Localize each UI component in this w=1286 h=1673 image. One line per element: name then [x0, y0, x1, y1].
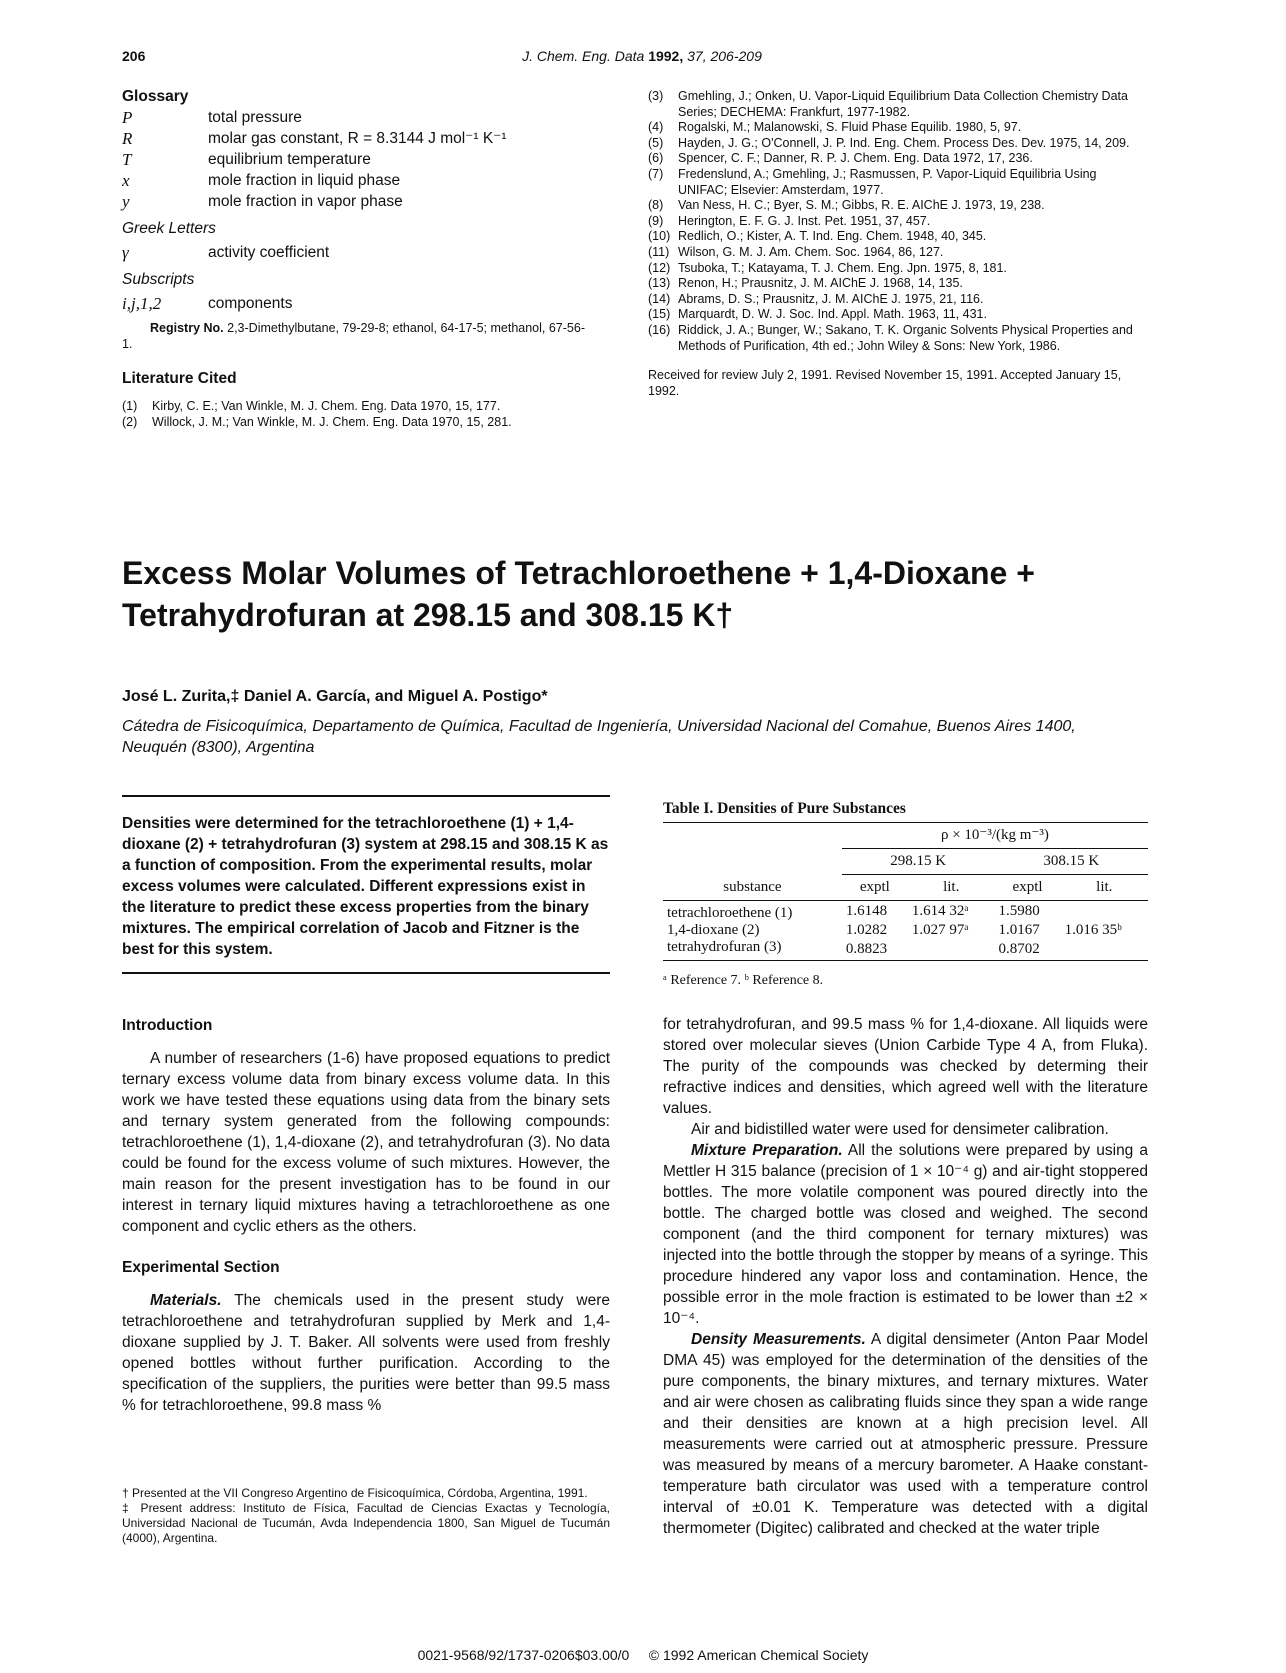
- reference-text: Kirby, C. E.; Van Winkle, M. J. Chem. Eng. Data 1970, 15, 177.: [152, 399, 501, 413]
- reference-number: (7): [648, 166, 664, 181]
- registry-text: 2,3-Dimethylbutane, 79-29-8; ethanol, 64-17-5; methanol, 67-56-1.: [122, 321, 585, 351]
- table-cell: [1061, 900, 1148, 922]
- reference-number: (5): [648, 135, 664, 150]
- reference-text: Spencer, C. F.; Danner, R. P. J. Chem. Eng. Data 1972, 17, 236.: [678, 151, 1033, 166]
- reference-item: [122, 415, 592, 431]
- reference-text: Willock, J. M.; Van Winkle, M. J. Chem. Eng. Data 1970, 15, 281.: [152, 414, 512, 429]
- footnote-presented: † Presented at the VII Congreso Argentino de Fisicoquímica, Córdoba, Argentina, 1991.: [122, 1486, 588, 1500]
- table-cell: 1.6148: [845, 902, 888, 919]
- glossary-item: [122, 242, 592, 263]
- reference-item: [648, 229, 1148, 245]
- reference-text: Riddick, J. A.; Bunger, W.; Sakano, T. K. Organic Solvents Physical Properties and Methods of Purification, 4th ed.; John Wiley & Sons: New York, 1986.: [678, 322, 1133, 353]
- table-cell: 0.8702: [998, 940, 1040, 957]
- reference-text: Gmehling, J.; Onken, U. Vapor-Liquid Equilibrium Data Collection Chemistry Data Series; DECHEMA: Frankfurt, 1977-1982.: [678, 89, 1128, 119]
- page-number: 206: [122, 48, 146, 64]
- reference-text: Hayden, J. G.; O'Connell, J. P. Ind. Eng. Chem. Process Des. Dev. 1975, 14, 209.: [678, 135, 1130, 150]
- reference-text: Herington, E. F. G. J. Inst. Pet. 1951, 37, 457.: [678, 213, 931, 228]
- right-body-column: [663, 1014, 1148, 1539]
- reference-number: (13): [648, 276, 671, 291]
- table-col-substance: substance: [723, 878, 782, 895]
- density-text: A digital densimeter (Anton Paar Model DMA 45) was employed for the determination of the densities of the pure components, the binary mixtures, and ternary mixtures. Water and air were chosen as calibrating fluids since they span a wide range and their densities are known at a high precision level. All measurements were carried out at atmospheric pressure. Pressure was measured by means of a mercury barometer. A Haake constant-temperature bath circulator was used with a temperature control interval of ±0.01 K. Temperature was detected with a digital thermometer (Digitec) calibrated and checked at the water triple: [663, 1331, 1148, 1537]
- glossary-symbol: T: [122, 150, 132, 169]
- table-temp-header: 298.15 K: [842, 849, 995, 875]
- reference-number: (15): [648, 307, 671, 322]
- materials-label: Materials.: [150, 1292, 222, 1309]
- reference-item: [648, 136, 1148, 152]
- footnote-address: ‡ Present address: Instituto de Física, Facultad de Ciencias Exactas y Tecnología, Universidad Nacional de Tucumán, Avda Independencia 1800, San Miguel de Tucumán (4000), Argentina.: [122, 1501, 610, 1545]
- table-cell: 1.016 35ᵇ: [1064, 921, 1122, 938]
- purity-paragraph: for tetrahydrofuran, and 99.5 mass % for 1,4-dioxane. All liquids were stored over molecular sieves (Union Carbide Type 4 A, from Fluka). The purity of the compounds was checked by determing their refractive indices and densities, which agreed well with the literature values.: [663, 1016, 1148, 1117]
- glossary-text: components: [208, 295, 293, 312]
- reference-number: (8): [648, 198, 664, 213]
- table-cell: [908, 939, 995, 961]
- reference-text: Redlich, O.; Kister, A. T. Ind. Eng. Chem. 1948, 40, 345.: [678, 229, 987, 244]
- reference-number: (14): [648, 291, 671, 306]
- data-table: [663, 827, 1148, 961]
- reference-number: (10): [648, 229, 671, 244]
- reference-number: (3): [648, 89, 664, 103]
- article-affiliation: Cátedra de Fisicoquímica, Departamento de Química, Facultad de Ingeniería, Universidad Nacional del Comahue, Buenos Aires 1400, Neuquén (8300), Argentina: [122, 718, 1076, 756]
- glossary-text: total pressure: [208, 109, 302, 126]
- footnotes: [122, 1486, 610, 1546]
- table-densities: [663, 822, 1148, 989]
- glossary-item: [122, 128, 592, 149]
- table-cell: [1061, 939, 1148, 961]
- table-cell: 1,4-dioxane (2): [667, 921, 760, 938]
- glossary-title: Glossary: [122, 88, 189, 105]
- received-text: Received for review July 2, 1991. Revised November 15, 1991. Accepted January 15, 1992.: [648, 368, 1122, 398]
- reference-item: [648, 198, 1148, 214]
- journal-volume: 37,: [687, 48, 707, 64]
- footer-code: 0021-9568/92/1737-0206$03.00/0: [417, 1647, 630, 1663]
- reference-item: [648, 167, 1148, 198]
- reference-text: Abrams, D. S.; Prausnitz, J. M. AIChE J. 1975, 21, 116.: [678, 291, 984, 306]
- reference-number: (11): [648, 244, 670, 259]
- table-row: [663, 939, 1148, 961]
- subscripts-title: Subscripts: [122, 271, 195, 288]
- table-cell: 0.8823: [845, 940, 888, 957]
- table-footnote: ᵃ Reference 7. ᵇ Reference 8.: [663, 972, 824, 988]
- footer-copyright: © 1992 American Chemical Society: [648, 1647, 869, 1663]
- reference-number: (9): [648, 213, 664, 228]
- density-label: Density Measurements.: [691, 1331, 866, 1348]
- table-cell: 1.0282: [845, 921, 888, 938]
- references-right: [648, 89, 1148, 399]
- journal-citation: [122, 48, 1162, 64]
- glossary: [122, 86, 592, 430]
- glossary-symbol: x: [122, 171, 130, 190]
- reference-item: [648, 120, 1148, 136]
- density-paragraph: [663, 1329, 1148, 1539]
- table-row: [663, 922, 1148, 939]
- reference-item: [648, 245, 1148, 261]
- reference-item: [648, 151, 1148, 167]
- reference-item: [648, 292, 1148, 308]
- reference-number: (4): [648, 120, 664, 135]
- glossary-symbol: γ: [122, 243, 129, 262]
- registry-label: Registry No.: [150, 321, 224, 335]
- glossary-symbol: P: [122, 108, 133, 127]
- table-row: [663, 900, 1148, 922]
- reference-text: Tsuboka, T.; Katayama, T. J. Chem. Eng. Jpn. 1975, 8, 181.: [678, 260, 1007, 275]
- reference-item: [648, 307, 1148, 323]
- mixture-paragraph: [663, 1140, 1148, 1329]
- table-cell: 1.5980: [998, 902, 1040, 919]
- table-temp-header: 308.15 K: [995, 849, 1148, 875]
- glossary-text: activity coefficient: [208, 244, 330, 261]
- table-header-row: [663, 827, 1148, 849]
- reference-text: Renon, H.; Prausnitz, J. M. AIChE J. 1968, 14, 135.: [678, 276, 963, 291]
- materials-text: The chemicals used in the present study were tetrachloroethene and tetrahydrofuran supplied by Merk and 1,4-dioxane supplied by J. T. Baker. All solvents were used from freshly opened bottles without further purification. According to the specification of the suppliers, the purities were better than 99.5 mass % for tetrachloroethene, 99.8 mass %: [122, 1292, 610, 1414]
- glossary-text: molar gas constant, R = 8.3144 J mol⁻¹ K⁻¹: [208, 130, 507, 147]
- reference-text: Fredenslund, A.; Gmehling, J.; Rasmussen, P. Vapor-Liquid Equilibria Using UNIFAC; Elsevier: Amsterdam, 1977.: [678, 166, 1097, 197]
- reference-item: [648, 261, 1148, 277]
- journal-pages: 206-209: [710, 48, 762, 64]
- references-left: [122, 399, 592, 430]
- greek-letters-title: Greek Letters: [122, 220, 216, 237]
- reference-text: Van Ness, H. C.; Byer, S. M.; Gibbs, R. E. AIChE J. 1973, 19, 238.: [678, 198, 1045, 213]
- mixture-label: Mixture Preparation.: [691, 1142, 843, 1159]
- table-header-row: [663, 875, 1148, 901]
- table-col-lit: lit.: [1096, 878, 1113, 895]
- reference-item: [648, 276, 1148, 292]
- reference-item: [648, 323, 1148, 354]
- journal-name: J. Chem. Eng. Data: [522, 48, 645, 64]
- section-heading-experimental: Experimental Section: [122, 1259, 280, 1276]
- intro-paragraph: A number of researchers (1-6) have proposed equations to predict ternary excess volume data from binary excess volume data. In this work we have tested these equations using data from the binary sets and ternary system generated from the following compounds: tetrachloroethene (1), 1,4-dioxane (2), and tetrahydrofuran (3). No data could be found for the excess volume of such mixtures. However, the main reason for the present investigation has to be found in our interest in ternary liquid mixtures having a tetrachloroethene as one component and cyclic ethers as the others.: [122, 1050, 610, 1235]
- glossary-item: [122, 170, 592, 191]
- table-col-lit: lit.: [943, 878, 960, 895]
- literature-title: Literature Cited: [122, 370, 237, 387]
- table-caption: Table I. Densities of Pure Substances: [663, 800, 906, 817]
- glossary-symbol: y: [122, 192, 130, 211]
- glossary-symbol: R: [122, 129, 133, 148]
- reference-text: Wilson, G. M. J. Am. Chem. Soc. 1964, 86, 127.: [678, 244, 944, 259]
- table-cell: tetrahydrofuran (3): [667, 938, 782, 955]
- reference-text: Marquardt, D. W. J. Soc. Ind. Appl. Math. 1963, 11, 431.: [678, 307, 987, 322]
- left-body-column: [122, 1015, 610, 1416]
- registry-numbers: [122, 320, 592, 352]
- table-header-row: [663, 849, 1148, 875]
- reference-text: Rogalski, M.; Malanowski, S. Fluid Phase Equilib. 1980, 5, 97.: [678, 120, 1022, 135]
- article-authors: José L. Zurita,‡ Daniel A. García, and Miguel A. Postigo*: [122, 688, 548, 705]
- reference-item: [122, 399, 592, 415]
- received-dates: [648, 368, 1148, 399]
- reference-number: (6): [648, 151, 664, 166]
- table-col-exptl: exptl: [1012, 878, 1043, 895]
- glossary-item: [122, 293, 592, 314]
- glossary-text: mole fraction in vapor phase: [208, 193, 403, 210]
- table-col-exptl: exptl: [859, 878, 890, 895]
- page-footer: [0, 1647, 1286, 1663]
- calibration-paragraph: Air and bidistilled water were used for densimeter calibration.: [691, 1121, 1109, 1138]
- glossary-item: [122, 191, 592, 212]
- reference-number: (12): [648, 260, 671, 275]
- table-cell: tetrachloroethene (1): [667, 904, 793, 921]
- abstract: Densities were determined for the tetrachloroethene (1) + 1,4-dioxane (2) + tetrahydrofuran (3) system at 298.15 and 308.15 K as a function of composition. From the experimental results, molar excess volumes were calculated. Different expressions exist in the literature to predict these excess properties from the binary mixtures. The empirical correlation of Jacob and Fitzner is the best for this system.: [122, 795, 610, 974]
- section-heading-introduction: Introduction: [122, 1017, 213, 1034]
- reference-item: [648, 89, 1148, 120]
- glossary-item: [122, 149, 592, 170]
- mixture-text: All the solutions were prepared by using a Mettler H 315 balance (precision of 1 × 10⁻⁴ g) and air-tight stoppered bottles. The more volatile component was poured directly into the bottle. The charged bottle was closed and weighed. The second component (and the third component for ternary mixtures) was injected into the bottle through the stopper by means of a syringe. This procedure hindered any vapor loss and contamination. Hence, the possible error in the mole fraction is estimated to be lower than ±2 × 10⁻⁴.: [663, 1142, 1148, 1327]
- glossary-item: [122, 107, 592, 128]
- reference-item: [648, 214, 1148, 230]
- table-cell: 1.614 32ᵃ: [911, 902, 969, 919]
- running-header: [122, 48, 1162, 68]
- table-cell: 1.027 97ᵃ: [911, 921, 969, 938]
- reference-number: (2): [122, 414, 138, 429]
- table-top-rule: [663, 822, 1148, 823]
- reference-number: (1): [122, 399, 138, 413]
- journal-year: 1992,: [648, 48, 684, 64]
- glossary-symbol: i,j,1,2: [122, 294, 162, 313]
- glossary-text: equilibrium temperature: [208, 151, 371, 168]
- article-title: Excess Molar Volumes of Tetrachloroethene + 1,4-Dioxane + Tetrahydrofuran at 298.15 and 308.15 K†: [122, 555, 1035, 633]
- materials-paragraph: [122, 1290, 610, 1416]
- reference-number: (16): [648, 322, 671, 337]
- glossary-text: mole fraction in liquid phase: [208, 172, 401, 189]
- table-unit-header: ρ × 10⁻³/(kg m⁻³): [842, 827, 1148, 849]
- table-cell: 1.0167: [998, 921, 1040, 938]
